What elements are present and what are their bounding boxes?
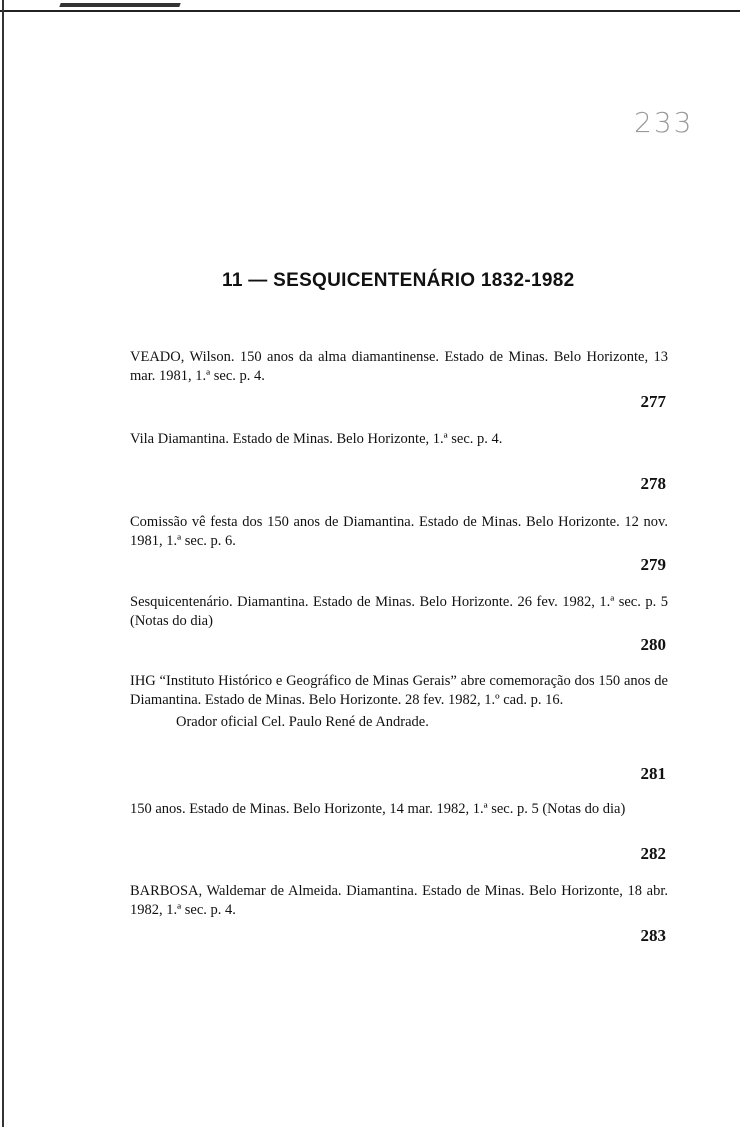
bibliography-entry-277 [130, 348, 668, 411]
entry-number: 280 [640, 635, 666, 654]
bibliography-entry-278 [130, 430, 668, 493]
section-title: 11 — SESQUICENTENÁRIO 1832-1982 [222, 270, 575, 291]
entry-text: Comissão vê festa dos 150 anos de Diamantina. Estado de Minas. Belo Horizonte. 12 nov. 1981, 1.ª sec. p. 6. [130, 514, 668, 549]
entry-number: 282 [640, 844, 666, 863]
entry-number: 278 [640, 474, 666, 493]
bibliography-entry-282 [130, 800, 668, 863]
entry-text: 150 anos. Estado de Minas. Belo Horizonte, 14 mar. 1982, 1.ª sec. p. 5 (Notas do dia) [130, 801, 626, 817]
entry-text: BARBOSA, Waldemar de Almeida. Diamantina. Estado de Minas. Belo Horizonte, 18 abr. 1982, 1.ª sec. p. 4. [130, 883, 668, 918]
entry-text: Sesquicentenário. Diamantina. Estado de Minas. Belo Horizonte. 26 fev. 1982, 1.ª sec. p. 5 (Notas do dia) [130, 594, 668, 629]
entry-text: VEADO, Wilson. 150 anos da alma diamantinense. Estado de Minas. Belo Horizonte, 13 mar. 1981, 1.ª sec. p. 4. [130, 349, 668, 384]
entry-number: 281 [640, 764, 666, 783]
entry-number: 283 [640, 926, 666, 945]
left-border-rule [2, 0, 4, 1127]
bibliography-entry-279 [130, 513, 668, 574]
bibliography-entry-280 [130, 593, 668, 654]
bibliography-entry-281 [130, 672, 668, 783]
bibliography-entry-283 [130, 882, 668, 945]
entry-number: 277 [640, 392, 666, 411]
handwritten-page-number: 233 [634, 106, 694, 139]
entry-text: Vila Diamantina. Estado de Minas. Belo Horizonte, 1.ª sec. p. 4. [130, 431, 503, 447]
entry-note: Orador oficial Cel. Paulo René de Andrade. [176, 714, 429, 730]
top-border-rule [0, 0, 740, 12]
entry-number: 279 [640, 555, 666, 574]
entry-text: IHG “Instituto Histórico e Geográfico de Minas Gerais” abre comemoração dos 150 anos de Diamantina. Estado de Minas. Belo Horizonte. 28 fev. 1982, 1.º cad. p. 16. [130, 673, 668, 708]
